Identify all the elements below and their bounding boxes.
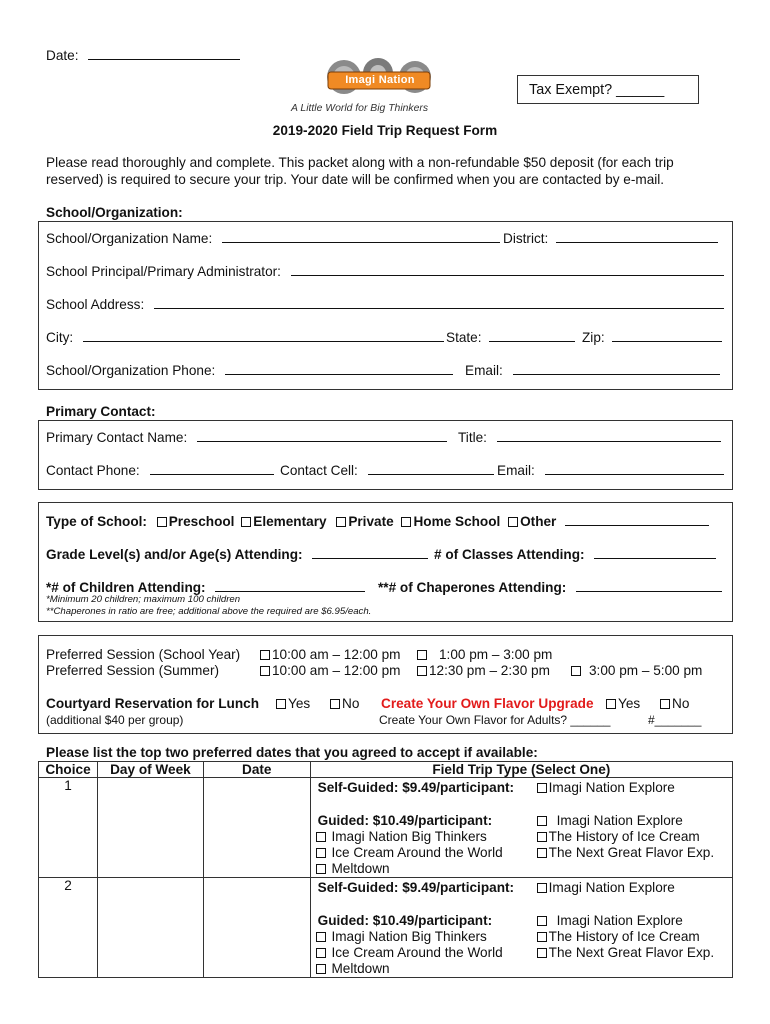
- guided-label: Guided: $10.49/participant:: [317, 913, 493, 928]
- courtyard-no-option[interactable]: No: [330, 696, 359, 712]
- checkbox-icon[interactable]: [417, 666, 427, 676]
- state-label: State:: [446, 330, 482, 345]
- school-email-label: Email:: [465, 363, 503, 378]
- guided-option-ice-cream-world[interactable]: Ice Cream Around the World: [316, 845, 503, 861]
- sy-option-1[interactable]: 10:00 am – 12:00 pm: [260, 647, 400, 663]
- type-other-line[interactable]: [565, 513, 709, 526]
- grade-label: Grade Level(s) and/or Age(s) Attending:: [46, 547, 303, 562]
- school-name-label: School/Organization Name:: [46, 231, 213, 246]
- checkbox-icon[interactable]: [330, 699, 340, 709]
- table-row: [39, 778, 733, 878]
- checkbox-icon[interactable]: [241, 517, 251, 527]
- checkbox-icon[interactable]: [537, 816, 547, 826]
- contact-email-field[interactable]: [497, 462, 724, 479]
- col-day-header: Day of Week: [97, 762, 203, 778]
- checkbox-icon[interactable]: [316, 832, 326, 842]
- adults-count[interactable]: #_______: [648, 713, 702, 727]
- district-line[interactable]: [556, 230, 718, 243]
- guided-label: Guided: $10.49/participant:: [317, 813, 493, 828]
- checkbox-icon[interactable]: [157, 517, 167, 527]
- self-guided-option[interactable]: Imagi Nation Explore: [537, 780, 675, 796]
- imagi-nation-logo: [320, 55, 440, 101]
- summer-label: Preferred Session (Summer): [46, 663, 219, 678]
- school-type-row: [46, 513, 709, 530]
- guided-option-explore[interactable]: Imagi Nation Explore: [537, 813, 683, 829]
- upgrade-yes-option[interactable]: Yes: [606, 696, 640, 712]
- col-choice-header: Choice: [39, 762, 98, 778]
- contact-title-label: Title:: [458, 430, 487, 445]
- checkbox-icon[interactable]: [401, 517, 411, 527]
- address-label: School Address:: [46, 297, 145, 312]
- type-private-option[interactable]: Private: [336, 514, 393, 529]
- children-line[interactable]: [215, 579, 365, 592]
- principal-line[interactable]: [291, 263, 724, 276]
- school-phone-line[interactable]: [225, 362, 453, 375]
- contact-title-field[interactable]: [458, 429, 721, 446]
- chaperones-line[interactable]: [576, 579, 722, 592]
- guided-option-ice-cream-world[interactable]: Ice Cream Around the World: [316, 945, 503, 961]
- state-field[interactable]: [446, 329, 575, 346]
- guided-option-next-flavor[interactable]: The Next Great Flavor Exp.: [537, 845, 714, 861]
- school-type-label: Type of School:: [46, 514, 147, 529]
- grade-field[interactable]: [46, 546, 428, 563]
- guided-option-big-thinkers[interactable]: Imagi Nation Big Thinkers: [316, 829, 487, 845]
- school-email-field[interactable]: [465, 362, 720, 379]
- trip-type-cell: [310, 878, 732, 978]
- type-preschool-option[interactable]: Preschool: [157, 514, 235, 529]
- classes-label: # of Classes Attending:: [434, 547, 585, 562]
- guided-option-meltdown[interactable]: Meltdown: [316, 961, 390, 977]
- contact-cell-field[interactable]: [280, 462, 494, 479]
- checkbox-icon[interactable]: [537, 916, 547, 926]
- grade-line[interactable]: [312, 546, 428, 559]
- upgrade-label: Create Your Own Flavor Upgrade: [381, 696, 594, 711]
- zip-field[interactable]: [582, 329, 722, 346]
- choice-cell: 1: [39, 778, 98, 878]
- address-line[interactable]: [154, 296, 724, 309]
- form-title: 2019-2020 Field Trip Request Form: [272, 123, 498, 138]
- checkbox-icon[interactable]: [316, 964, 326, 974]
- self-guided-label: Self-Guided: $9.49/participant:: [317, 880, 515, 895]
- checkbox-icon[interactable]: [316, 864, 326, 874]
- contact-phone-field[interactable]: [46, 462, 274, 479]
- courtyard-yes-option[interactable]: Yes: [276, 696, 310, 712]
- children-note: *Minimum 20 children; maximum 100 children: [46, 594, 241, 605]
- adults-label[interactable]: Create Your Own Flavor for Adults? ______: [379, 713, 611, 727]
- guided-option-big-thinkers[interactable]: Imagi Nation Big Thinkers: [316, 929, 487, 945]
- dates-instruction: Please list the top two preferred dates that you agreed to accept if available:: [46, 745, 538, 760]
- state-line[interactable]: [489, 329, 575, 342]
- day-of-week-cell[interactable]: [97, 878, 203, 978]
- checkbox-icon[interactable]: [316, 932, 326, 942]
- school-phone-field[interactable]: [46, 362, 453, 379]
- col-date-header: Date: [203, 762, 310, 778]
- dates-table: [38, 761, 733, 978]
- contact-name-field[interactable]: [46, 429, 447, 446]
- principal-label: School Principal/Primary Administrator:: [46, 264, 281, 279]
- logo-text: Imagi Nation: [345, 74, 415, 86]
- type-elementary-option[interactable]: Elementary: [241, 514, 326, 529]
- checkbox-icon[interactable]: [508, 517, 518, 527]
- date-field[interactable]: [46, 47, 240, 64]
- city-field[interactable]: [46, 329, 444, 346]
- principal-field[interactable]: [46, 263, 724, 280]
- checkbox-icon[interactable]: [571, 666, 581, 676]
- col-type-header: Field Trip Type (Select One): [310, 762, 732, 778]
- school-year-label: Preferred Session (School Year): [46, 647, 241, 662]
- chaperones-field[interactable]: [378, 579, 722, 596]
- dates-header-row: [39, 762, 733, 778]
- contact-title-line[interactable]: [497, 429, 721, 442]
- address-field[interactable]: [46, 296, 724, 313]
- table-row: [39, 878, 733, 978]
- day-of-week-cell[interactable]: [97, 778, 203, 878]
- city-label: City:: [46, 330, 74, 345]
- school-phone-label: School/Organization Phone:: [46, 363, 216, 378]
- checkbox-icon[interactable]: [537, 783, 547, 793]
- courtyard-note: (additional $40 per group): [46, 713, 184, 727]
- date-label: Date:: [46, 48, 79, 63]
- school-name-line[interactable]: [222, 230, 500, 243]
- intro-line-2: reserved) is required to secure your trip. Your date will be confirmed when you are contacted by e-mail.: [46, 172, 665, 187]
- checkbox-icon[interactable]: [537, 932, 547, 942]
- su-option-2[interactable]: 12:30 pm – 2:30 pm: [417, 663, 550, 679]
- chaperones-note: **Chaperones in ratio are free; additional above the required are $6.95/each.: [46, 606, 372, 617]
- checkbox-icon[interactable]: [336, 517, 346, 527]
- zip-label: Zip:: [582, 330, 605, 345]
- guided-option-explore[interactable]: Imagi Nation Explore: [537, 913, 683, 929]
- contact-email-label: Email:: [497, 463, 535, 478]
- classes-field[interactable]: [434, 546, 716, 563]
- guided-option-history[interactable]: The History of Ice Cream: [537, 829, 700, 845]
- children-label: *# of Children Attending:: [46, 580, 206, 595]
- contact-cell-line[interactable]: [368, 462, 494, 475]
- guided-option-history[interactable]: The History of Ice Cream: [537, 929, 700, 945]
- date-cell[interactable]: [203, 878, 310, 978]
- district-label: District:: [503, 231, 549, 246]
- tagline: A Little World for Big Thinkers: [291, 103, 429, 114]
- checkbox-icon[interactable]: [537, 848, 547, 858]
- upgrade-no-option[interactable]: No: [660, 696, 689, 712]
- checkbox-icon[interactable]: [537, 832, 547, 842]
- date-cell[interactable]: [203, 778, 310, 878]
- tax-exempt-box[interactable]: [517, 75, 699, 104]
- city-line[interactable]: [83, 329, 444, 342]
- contact-phone-label: Contact Phone:: [46, 463, 140, 478]
- checkbox-icon[interactable]: [537, 948, 547, 958]
- contact-heading: Primary Contact:: [46, 404, 156, 419]
- checkbox-icon[interactable]: [316, 848, 326, 858]
- checkbox-icon[interactable]: [606, 699, 616, 709]
- contact-email-line[interactable]: [545, 462, 724, 475]
- school-heading: School/Organization:: [46, 205, 183, 220]
- district-field[interactable]: [503, 230, 718, 247]
- chaperones-label: **# of Chaperones Attending:: [378, 580, 567, 595]
- courtyard-label: Courtyard Reservation for Lunch: [46, 696, 259, 711]
- su-option-1[interactable]: 10:00 am – 12:00 pm: [260, 663, 400, 679]
- checkbox-icon[interactable]: [260, 666, 270, 676]
- checkbox-icon[interactable]: [276, 699, 286, 709]
- checkbox-icon[interactable]: [660, 699, 670, 709]
- intro-line-1: Please read thoroughly and complete. This packet along with a non-refundable $50 deposit (for each trip: [46, 155, 674, 170]
- contact-cell-label: Contact Cell:: [280, 463, 358, 478]
- self-guided-label: Self-Guided: $9.49/participant:: [317, 780, 515, 795]
- checkbox-icon[interactable]: [417, 650, 427, 660]
- guided-option-next-flavor[interactable]: The Next Great Flavor Exp.: [537, 945, 714, 961]
- checkbox-icon[interactable]: [260, 650, 270, 660]
- classes-line[interactable]: [594, 546, 716, 559]
- type-home-school-option[interactable]: Home School: [401, 514, 500, 529]
- sy-option-2[interactable]: 1:00 pm – 3:00 pm: [417, 647, 552, 663]
- zip-line[interactable]: [612, 329, 722, 342]
- tax-exempt-label: Tax Exempt? ______: [529, 82, 665, 98]
- contact-name-line[interactable]: [197, 429, 447, 442]
- guided-option-meltdown[interactable]: Meltdown: [316, 861, 390, 877]
- su-option-3[interactable]: 3:00 pm – 5:00 pm: [571, 663, 702, 679]
- checkbox-icon[interactable]: [316, 948, 326, 958]
- checkbox-icon[interactable]: [537, 883, 547, 893]
- date-line[interactable]: [88, 47, 240, 60]
- type-other-option[interactable]: Other: [508, 514, 556, 529]
- school-name-field[interactable]: [46, 230, 500, 247]
- school-email-line[interactable]: [513, 362, 720, 375]
- contact-name-label: Primary Contact Name:: [46, 430, 188, 445]
- trip-type-cell: [310, 778, 732, 878]
- self-guided-option[interactable]: Imagi Nation Explore: [537, 880, 675, 896]
- choice-cell: 2: [39, 878, 98, 978]
- contact-phone-line[interactable]: [150, 462, 274, 475]
